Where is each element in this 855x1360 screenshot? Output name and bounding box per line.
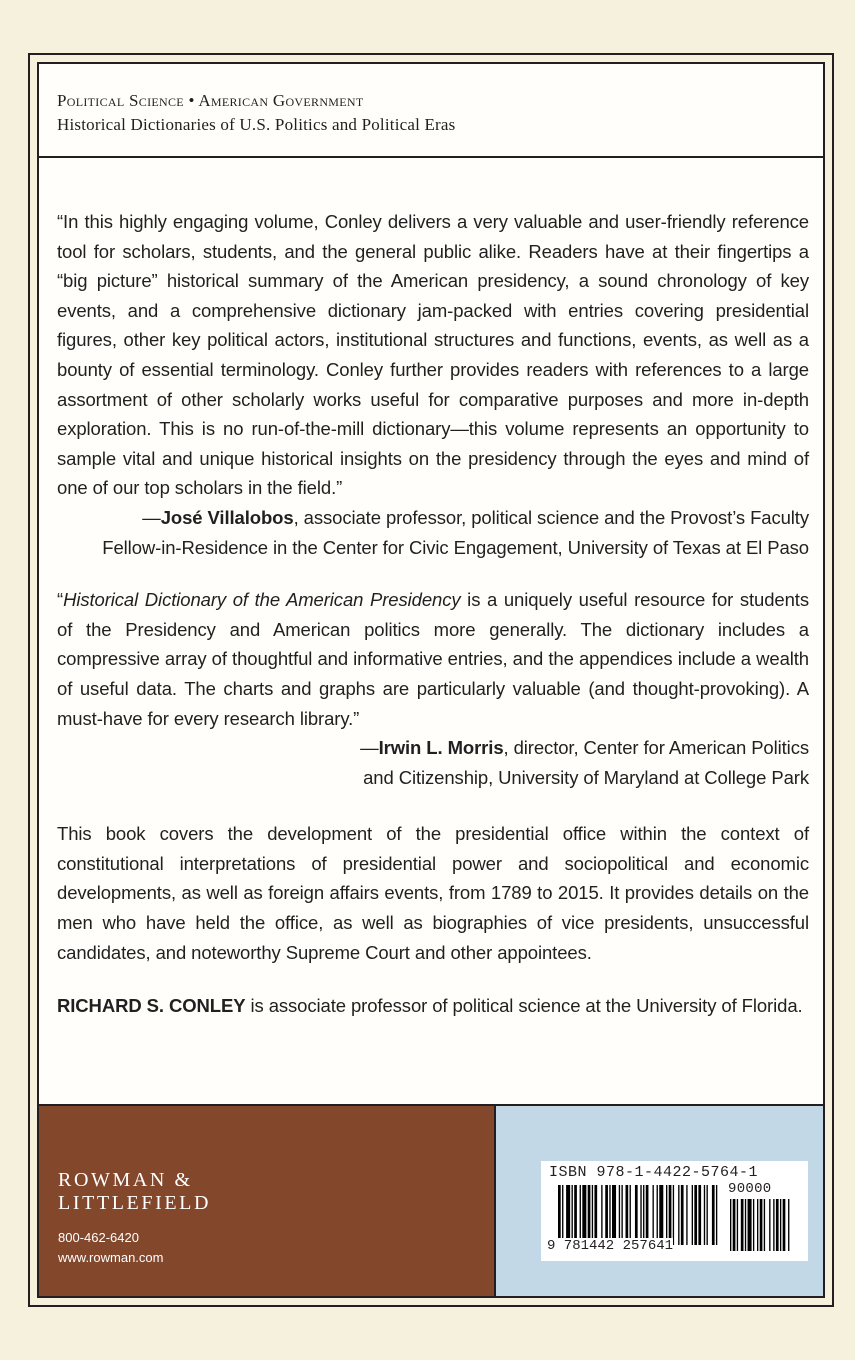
barcode-bar: [626, 1185, 629, 1245]
addon-number: 90000: [728, 1181, 772, 1197]
review-attribution-1: —José Villalobos, associate professor, political science and the Provost’s Faculty Fellow-in-Residence in the Center for Civic Engagement, University of Texas at El Paso: [102, 506, 809, 558]
barcode-bar: [574, 1185, 577, 1245]
addon-bar: [753, 1199, 754, 1251]
addon-bar: [783, 1199, 786, 1251]
addon-bar: [733, 1199, 736, 1251]
addon-bar: [741, 1199, 744, 1251]
barcode-bar: [609, 1185, 610, 1245]
barcode-bar: [692, 1185, 693, 1245]
barcode-bar: [666, 1185, 667, 1245]
addon-bar: [776, 1199, 779, 1251]
barcode-bar: [588, 1185, 591, 1245]
barcode-bar: [643, 1185, 644, 1245]
publisher-panel: [39, 1106, 494, 1296]
author-bio: RICHARD S. CONLEY is associate professor of political science at the University of Florida.: [57, 995, 803, 1017]
addon-bar: [764, 1199, 765, 1251]
series-line: Historical Dictionaries of U.S. Politics and Political Eras: [57, 115, 456, 134]
barcode-bar: [653, 1185, 654, 1245]
publisher-contact: [58, 1228, 163, 1268]
barcode-bar: [558, 1185, 561, 1245]
publisher-website: www.rowman.com: [58, 1250, 164, 1265]
barcode-bar: [605, 1185, 608, 1245]
barcode-bar: [704, 1185, 705, 1245]
barcode-bar: [659, 1185, 663, 1245]
barcode-bar: [619, 1185, 620, 1245]
barcode-bar: [580, 1185, 581, 1245]
barcode-panel: [496, 1106, 823, 1296]
addon-bar: [757, 1199, 758, 1251]
subject-line: Political Science • American Government: [57, 91, 364, 110]
barcode-bar: [630, 1185, 631, 1245]
barcode-bar: [612, 1185, 616, 1245]
addon-bar: [788, 1199, 789, 1251]
publisher-phone: 800-462-6420: [58, 1230, 139, 1245]
barcode-bar: [712, 1185, 715, 1245]
addon-bar: [773, 1199, 774, 1251]
isbn-label: ISBN 978-1-4422-5764-1: [549, 1164, 759, 1181]
ean-digits: 9 781442 257641: [547, 1238, 674, 1254]
publisher-logo: ROWMAN & LITTLEFIELD: [58, 1169, 212, 1214]
addon-bar: [730, 1199, 731, 1251]
barcode-bar: [621, 1185, 622, 1245]
barcode-bar: [694, 1185, 697, 1245]
addon-bar: [780, 1199, 781, 1251]
barcode-bar: [657, 1185, 658, 1245]
addon-bar: [737, 1199, 738, 1251]
barcode-bar: [566, 1185, 570, 1245]
barcode-bar: [707, 1185, 708, 1245]
review-quote-1: “In this highly engaging volume, Conley delivers a very valuable and user-friendly reference tool for scholars, students, and the general public alike. Readers have at their fingertips a “big picture” historical summary of the American presidency, a sound chronology of key events, and a comprehensive dictionary jam-packed with entries covering presidential figures, other key political actors, institutional structures and functions, events, as well as a bounty of essential terminology. Conley further provides readers with references to a large assortment of other scholarly works useful for comparative purposes and more in-depth exploration. This is no run-of-the-mill dictionary—this volume represents an opportunity to sample vital and unique historical insights on the presidency through the eyes and mind of one of our top scholars in the field.”: [57, 211, 809, 499]
barcode-bar: [716, 1185, 717, 1245]
barcode-bar: [669, 1185, 672, 1245]
reviewer-name-2: Irwin L. Morris: [378, 737, 504, 759]
barcode-bar: [681, 1185, 684, 1245]
addon-bar: [769, 1199, 770, 1251]
barcode-bar: [698, 1185, 701, 1245]
book-description: This book covers the development of the presidential office within the context of constitutional interpretations of presidential power and sociopolitical and economic developments, as well as foreign affairs events, from 1789 to 2015. It provides details on the men who have held the office, as well as biographies of vice presidents, unsuccessful candidates, and noteworthy Supreme Court and other appointees.: [57, 823, 809, 963]
barcode-bar: [592, 1185, 593, 1245]
barcode-bar: [635, 1185, 638, 1245]
barcode-bar: [594, 1185, 597, 1245]
addon-bar: [748, 1199, 752, 1251]
barcode: [541, 1161, 808, 1261]
author-name: RICHARD S. CONLEY: [57, 995, 246, 1017]
barcode-bar: [601, 1185, 602, 1245]
barcode-bar: [678, 1185, 679, 1245]
reviewer-name-1: José Villalobos: [160, 506, 294, 528]
barcode-bar: [646, 1185, 649, 1245]
review-attribution-2: —Irwin L. Morris, director, Center for American Politics and Citizenship, University of Maryland at College Park: [360, 737, 809, 788]
review-quote-2: “Historical Dictionary of the American Presidency is a uniquely useful resource for students of the Presidency and American politics more generally. The dictionary includes a compressive array of thoughtful and informative entries, and the appendices include a wealth of useful data. The charts and graphs are particularly valuable (and thought-provoking). A must-have for every research library.”: [57, 589, 809, 729]
barcode-bar: [572, 1185, 573, 1245]
barcode-bar: [582, 1185, 586, 1245]
addon-bar: [745, 1199, 746, 1251]
addon-bar: [760, 1199, 763, 1251]
barcode-bar: [673, 1185, 674, 1245]
barcode-bar: [640, 1185, 641, 1245]
cover-text: [57, 207, 809, 1021]
series-header: [39, 64, 823, 158]
book-title: Historical Dictionary of the American Presidency: [63, 589, 461, 611]
barcode-bar: [686, 1185, 687, 1245]
barcode-bar: [562, 1185, 563, 1245]
